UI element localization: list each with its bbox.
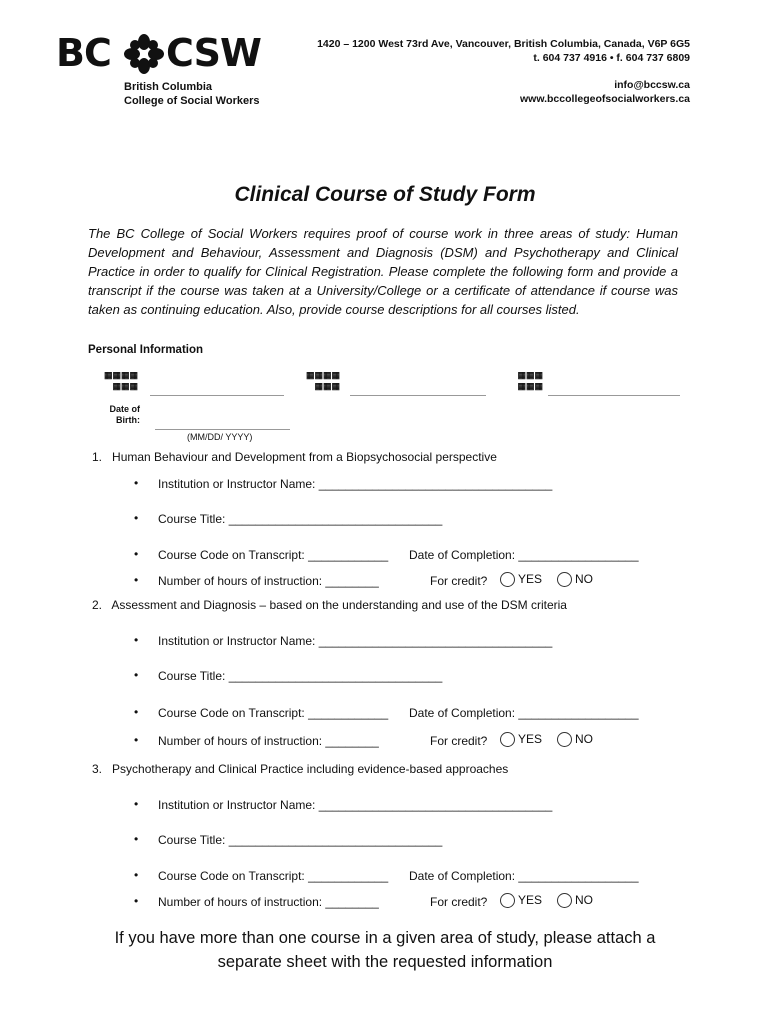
bullet-icon: • bbox=[134, 633, 139, 647]
s1-yes-radio[interactable] bbox=[500, 572, 542, 587]
logo-text-left: BC bbox=[56, 31, 111, 75]
bullet-icon: • bbox=[134, 832, 139, 846]
email-line: info@bccsw.ca bbox=[614, 79, 690, 91]
radio-icon[interactable] bbox=[500, 572, 515, 587]
s2-course-code-field[interactable]: Course Code on Transcript: ____________ bbox=[158, 706, 389, 720]
no-label: NO bbox=[575, 732, 593, 746]
address-line: 1420 – 1200 West 73rd Ave, Vancouver, British Columbia, Canada, V6P 6G5 bbox=[317, 38, 690, 50]
dob-format-hint: (MM/DD/ YYYY) bbox=[187, 432, 253, 442]
form-title: Clinical Course of Study Form bbox=[234, 183, 536, 206]
bullet-icon: • bbox=[134, 733, 139, 747]
flower-icon bbox=[124, 34, 164, 74]
name-field-2[interactable] bbox=[350, 395, 486, 396]
yes-label: YES bbox=[518, 893, 543, 907]
s1-course-title-field[interactable]: Course Title: ________________________________ bbox=[158, 512, 443, 526]
no-label: NO bbox=[575, 893, 593, 907]
bullet-icon: • bbox=[134, 547, 139, 561]
name-field-3[interactable] bbox=[548, 395, 680, 396]
section-2-number: 2. bbox=[92, 598, 103, 612]
dob-label-line-1: Date of bbox=[109, 404, 140, 414]
s1-institution-field[interactable]: Institution or Instructor Name: ___________________________________ bbox=[158, 477, 553, 491]
section-2-title bbox=[92, 598, 567, 612]
s3-no-radio[interactable] bbox=[557, 893, 593, 908]
s2-course-title-field[interactable]: Course Title: ________________________________ bbox=[158, 669, 443, 683]
s1-credit-label: For credit? bbox=[430, 574, 488, 588]
college-logo bbox=[56, 30, 286, 110]
radio-icon[interactable] bbox=[500, 893, 515, 908]
dob-label-line-2: Birth: bbox=[116, 415, 140, 425]
footer-note-line-2: separate sheet with the requested information bbox=[217, 953, 553, 971]
website-line: www.bccollegeofsocialworkers.ca bbox=[519, 93, 690, 105]
bullet-icon: • bbox=[134, 797, 139, 811]
s1-completion-field[interactable]: Date of Completion: __________________ bbox=[409, 548, 639, 562]
s3-hours-field[interactable]: Number of hours of instruction: ________ bbox=[158, 895, 379, 909]
bullet-icon: • bbox=[134, 894, 139, 908]
section-2-heading: Assessment and Diagnosis – based on the understanding and use of the DSM criteria bbox=[111, 598, 567, 612]
garbled-label-1: ▦▦▦▦ ▦▦▦ bbox=[103, 370, 138, 391]
bullet-icon: • bbox=[134, 511, 139, 525]
garbled-label-3: ▦▦▦ ▦▦▦ bbox=[517, 370, 543, 391]
s2-no-radio[interactable] bbox=[557, 732, 593, 747]
no-label: NO bbox=[575, 572, 593, 586]
s2-credit-label: For credit? bbox=[430, 734, 488, 748]
yes-label: YES bbox=[518, 732, 543, 746]
phone-fax-line: t. 604 737 4916 • f. 604 737 6809 bbox=[533, 52, 690, 64]
dob-field[interactable] bbox=[155, 429, 290, 430]
footer-note-line-1: If you have more than one course in a given area of study, please attach a bbox=[114, 929, 656, 947]
section-1-title bbox=[92, 450, 497, 464]
garbled-label-2: ▦▦▦▦ ▦▦▦ bbox=[305, 370, 340, 391]
name-field-1[interactable] bbox=[150, 395, 284, 396]
s3-credit-label: For credit? bbox=[430, 895, 488, 909]
s3-course-title-field[interactable]: Course Title: ________________________________ bbox=[158, 833, 443, 847]
dob-label bbox=[96, 404, 140, 426]
radio-icon[interactable] bbox=[557, 893, 572, 908]
section-1-heading: Human Behaviour and Development from a Biopsychosocial perspective bbox=[112, 450, 497, 464]
bullet-icon: • bbox=[134, 868, 139, 882]
intro-paragraph: The BC College of Social Workers requires proof of course work in three areas of study: Human Development and Behaviour, Assessment and Diagnosis (DSM) and Psychotherapy and Clinical Practice in order to qualify for Clinical Registration. Please complete the following form and provide a transcript if the course was taken at a University/College or a certificate of attendance if course was taken as continuing education. Also, provide course descriptions for all courses listed. bbox=[88, 226, 678, 317]
s1-hours-field[interactable]: Number of hours of instruction: ________ bbox=[158, 574, 379, 588]
logo-text-right: CSW bbox=[166, 31, 261, 75]
section-3-number: 3. bbox=[92, 762, 103, 776]
bullet-icon: • bbox=[134, 476, 139, 490]
bullet-icon: • bbox=[134, 573, 139, 587]
s3-yes-radio[interactable] bbox=[500, 893, 542, 908]
logo-subtitle-1: British Columbia bbox=[124, 81, 213, 93]
s2-hours-field[interactable]: Number of hours of instruction: ________ bbox=[158, 734, 379, 748]
bullet-icon: • bbox=[134, 705, 139, 719]
radio-icon[interactable] bbox=[557, 572, 572, 587]
s3-completion-field[interactable]: Date of Completion: __________________ bbox=[409, 869, 639, 883]
s2-completion-field[interactable]: Date of Completion: __________________ bbox=[409, 706, 639, 720]
s1-course-code-field[interactable]: Course Code on Transcript: ____________ bbox=[158, 548, 389, 562]
s1-no-radio[interactable] bbox=[557, 572, 593, 587]
radio-icon[interactable] bbox=[557, 732, 572, 747]
s2-institution-field[interactable]: Institution or Instructor Name: ___________________________________ bbox=[158, 634, 553, 648]
personal-info-heading: Personal Information bbox=[88, 344, 204, 356]
bullet-icon: • bbox=[134, 668, 139, 682]
section-3-heading: Psychotherapy and Clinical Practice including evidence-based approaches bbox=[112, 762, 509, 776]
section-3-title bbox=[92, 762, 508, 776]
s2-yes-radio[interactable] bbox=[500, 732, 542, 747]
yes-label: YES bbox=[518, 572, 543, 586]
s3-course-code-field[interactable]: Course Code on Transcript: ____________ bbox=[158, 869, 389, 883]
radio-icon[interactable] bbox=[500, 732, 515, 747]
logo-subtitle-2: College of Social Workers bbox=[124, 95, 260, 107]
s3-institution-field[interactable]: Institution or Instructor Name: ___________________________________ bbox=[158, 798, 553, 812]
section-1-number: 1. bbox=[92, 450, 103, 464]
